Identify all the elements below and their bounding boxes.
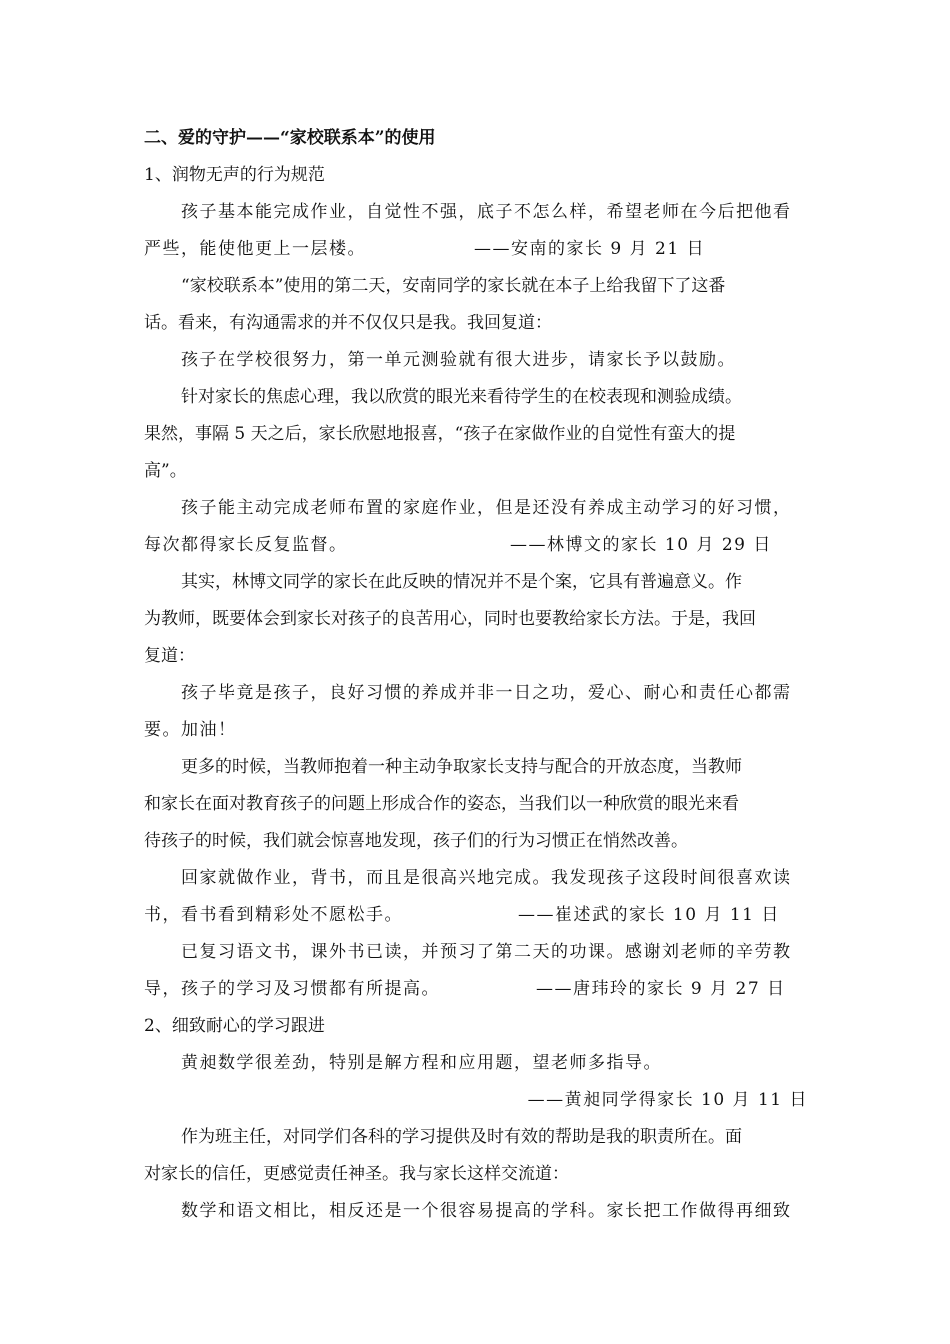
- parent-note-1-text: 严些，能使他更上一层楼。: [144, 239, 366, 259]
- paragraph-3-line-3: 复道：: [144, 646, 195, 666]
- parent-note-2-signature: ——林博文的家长 10 月 29 日: [510, 535, 772, 555]
- parent-note-3-line-2: [144, 897, 808, 934]
- section-heading: 二、爱的守护——“家校联系本”的使用: [144, 128, 436, 148]
- subsection-title-2: 2、细致耐心的学习跟进: [144, 1016, 325, 1036]
- paragraph-4-line-2: 和家长在面对教育孩子的问题上形成合作的姿态，当我们以一种欣赏的眼光来看: [144, 794, 739, 814]
- parent-note-2-text: 每次都得家长反复监督。: [144, 535, 348, 555]
- subsection-title-1: 1、润物无声的行为规范: [144, 165, 325, 185]
- parent-note-3-text: 书，看书看到精彩处不愿松手。: [144, 905, 403, 925]
- parent-note-3-signature: ——崔述武的家长 10 月 11 日: [518, 905, 780, 925]
- parent-note-4-signature: ——唐玮玲的家长 9 月 27 日: [536, 979, 786, 999]
- paragraph-3-line-1: 其实，林博文同学的家长在此反映的情况并不是个案，它具有普遍意义。作: [181, 572, 742, 592]
- paragraph-1-line-2: 话。看来，有沟通需求的并不仅仅只是我。我回复道：: [144, 313, 552, 333]
- parent-note-2-line-2: [144, 527, 808, 564]
- parent-note-3-line-1: 回家就做作业，背书，而且是很高兴地完成。我发现孩子这段时间很喜欢读: [181, 868, 792, 888]
- parent-note-4-line-1: 已复习语文书，课外书已读，并预习了第二天的功课。感谢刘老师的辛劳教: [181, 942, 792, 962]
- paragraph-2-line-1: 针对家长的焦虑心理，我以欣赏的眼光来看待学生的在校表现和测验成绩。: [181, 387, 742, 407]
- paragraph-4-line-1: 更多的时候，当教师抱着一种主动争取家长支持与配合的开放态度，当教师: [181, 757, 742, 777]
- paragraph-2-line-3: 高”。: [144, 461, 187, 481]
- parent-note-4-text: 导，孩子的学习及习惯都有所提高。: [144, 979, 440, 999]
- parent-note-5-signature: ——黄昶同学得家长 10 月 11 日: [527, 1090, 808, 1110]
- parent-note-1-line-1: 孩子基本能完成作业，自觉性不强，底子不怎么样，希望老师在今后把他看: [181, 202, 792, 222]
- parent-note-1-signature: ——安南的家长 9 月 21 日: [474, 239, 706, 259]
- paragraph-3-line-2: 为教师，既要体会到家长对孩子的良苦用心，同时也要教给家长方法。于是，我回: [144, 609, 756, 629]
- teacher-reply-2-line-2: 要。加油！: [144, 720, 237, 740]
- parent-note-2-line-1: 孩子能主动完成老师布置的家庭作业，但是还没有养成主动学习的好习惯，: [181, 498, 792, 518]
- paragraph-4-line-3: 待孩子的时候，我们就会惊喜地发现，孩子们的行为习惯正在悄然改善。: [144, 831, 688, 851]
- document-body: [144, 120, 808, 1230]
- paragraph-5-line-2: 对家长的信任，更感觉责任神圣。我与家长这样交流道：: [144, 1164, 569, 1184]
- paragraph-2-line-2: 果然，事隔 5 天之后，家长欣慰地报喜，“孩子在家做作业的自觉性有蛮大的提: [144, 424, 736, 444]
- teacher-reply-2-line-1: 孩子毕竟是孩子，良好习惯的养成并非一日之功，爱心、耐心和责任心都需: [181, 683, 792, 703]
- paragraph-5-line-1: 作为班主任，对同学们各科的学习提供及时有效的帮助是我的职责所在。面: [181, 1127, 742, 1147]
- parent-note-5-line-1: 黄昶数学很差劲，特别是解方程和应用题，望老师多指导。: [181, 1053, 662, 1073]
- parent-note-1-line-2: [144, 231, 808, 268]
- paragraph-1-line-1: “家校联系本”使用的第二天，安南同学的家长就在本子上给我留下了这番: [181, 276, 726, 296]
- teacher-reply-3-line-1: 数学和语文相比，相反还是一个很容易提高的学科。家长把工作做得再细致: [181, 1201, 792, 1221]
- teacher-reply-1: 孩子在学校很努力，第一单元测验就有很大进步，请家长予以鼓励。: [181, 350, 736, 370]
- parent-note-4-line-2: [144, 971, 808, 1008]
